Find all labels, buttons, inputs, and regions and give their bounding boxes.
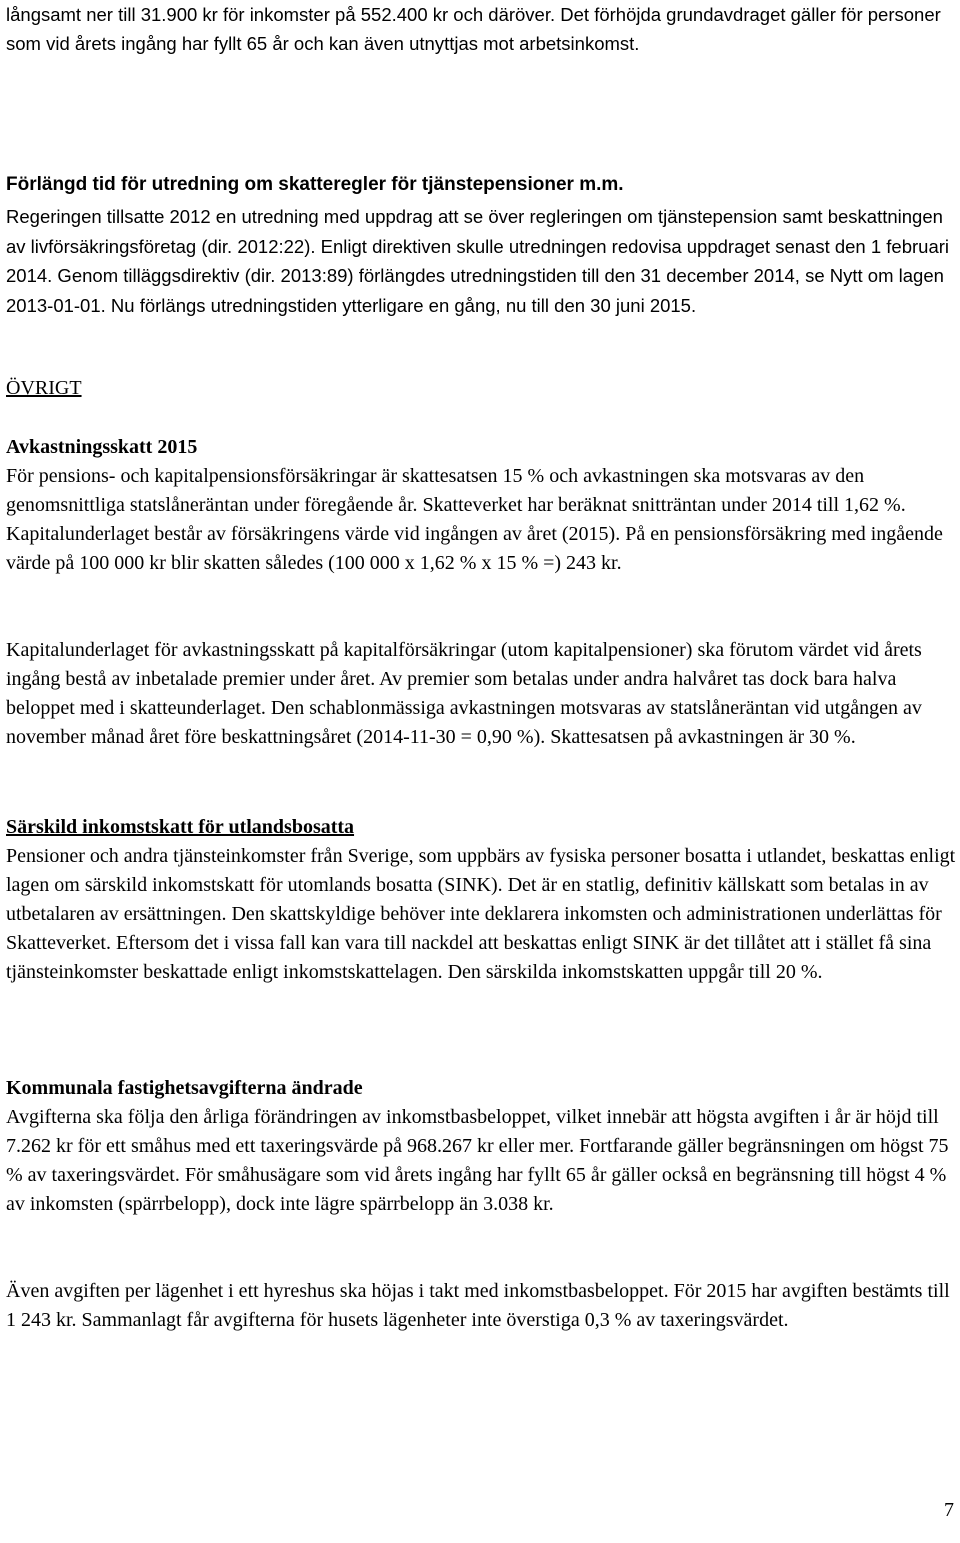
ovrigt-heading: ÖVRIGT [6,377,82,399]
intro-paragraph: långsamt ner till 31.900 kr för inkomster på 552.400 kr och däröver. Det förhöjda grundavdraget gäller för personer som vid årets ingång har fyllt 65 år och kan även utnyttjas mot arbetsinkomst. [6,4,941,54]
avkastning-body-1: För pensions- och kapitalpensionsförsäkringar är skattesatsen 15 % och avkastningen ska motsvaras av den genomsnittliga statslåneräntan under föregående år. Skatteverket har beräknat snitträntan under 2014 till 1,62 %. Kapitalunderlaget består av försäkringens värde vid ingången av året (2015). På en pensionsförsäkring med ingående värde på 100 000 kr blir skatten således (100 000 x 1,62 % x 15 % =) 243 kr. [6,465,943,574]
pension-heading: Förlängd tid för utredning om skatteregler för tjänstepensioner m.m. [6,174,624,195]
fastighet-heading: Kommunala fastighetsavgifterna ändrade [6,1077,363,1099]
fastighet-body-2: Även avgiften per lägenhet i ett hyreshus ska höjas i takt med inkomstbasbeloppet. För 2015 har avgiften bestämts till 1 243 kr. Sammanlagt får avgifterna för husets lägenheter inte överstiga 0,3 % av taxeringsvärdet. [6,1280,950,1331]
sink-heading: Särskild inkomstskatt för utlandsbosatta [6,816,355,838]
sink-body: Pensioner och andra tjänsteinkomster från Sverige, som uppbärs av fysiska personer bosatta i utlandet, beskattas enligt lagen om särskild inkomstskatt för utomlands bosatta (SINK). Det är en statlig, definitiv källskatt som betalas in av utbetalaren av ersättningen. Den skattskyldige behöver inte deklarera inkomsten och administrationen underlättas för Skatteverket. Eftersom det i vissa fall kan vara till nackdel att beskattas enligt SINK är det tillåtet att i stället få sina tjänsteinkomster beskattade enligt inkomstskattelagen. Den särskilda inkomstskatten uppgår till 20 %. [6,845,956,983]
avkastning-heading: Avkastningsskatt 2015 [6,436,198,458]
pension-body: Regeringen tillsatte 2012 en utredning med uppdrag att se över regleringen om tjänstepension samt beskattningen av livförsäkringsföretag (dir. 2012:22). Enligt direktiven skulle utredningen redovisa uppdraget senast den 1 februari 2014. Genom tilläggsdirektiv (dir. 2013:89) förlängdes utredningstiden till den 31 december 2014, se Nytt om lagen 2013-01-01. Nu förlängs utredningstiden ytterligare en gång, nu till den 30 juni 2015. [6,206,950,316]
avkastning-body-2: Kapitalunderlaget för avkastningsskatt på kapitalförsäkringar (utom kapitalpensioner) ska förutom värdet vid årets ingång bestå av inbetalade premier under året. Av premier som betalas under andra halvåret tas dock bara halva beloppet med i skatteunderlaget. Den schablonmässiga avkastningen motsvaras av statslåneräntan vid utgången av november månad året före beskattningsåret (2014-11-30 = 0,90 %). Skattesatsen på avkastningen är 30 %. [6,639,922,748]
fastighet-body-1: Avgifterna ska följa den årliga förändringen av inkomstbasbeloppet, vilket innebär att högsta avgiften i år är höjd till 7.262 kr för ett småhus med ett taxeringsvärde på 968.267 kr eller mer. Fortfarande gäller begränsningen om högst 75 % av taxeringsvärdet. För småhusägare som vid årets ingång har fyllt 65 år gäller också en begränsning till högst 4 % av inkomsten (spärrbelopp), dock inte lägre spärrbelopp än 3.038 kr. [6,1106,949,1215]
page-number: 7 [944,1499,954,1521]
